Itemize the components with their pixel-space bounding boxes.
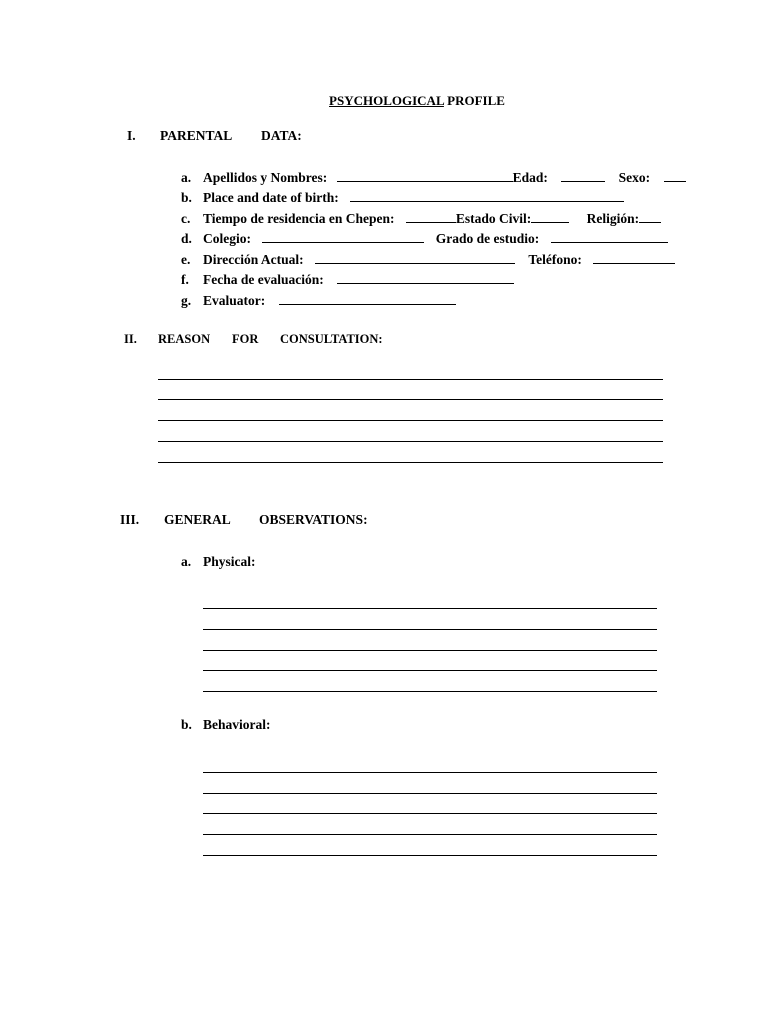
- field-label: Estado Civil:: [455, 211, 532, 226]
- sex-blank[interactable]: [664, 168, 686, 182]
- section-reason-word-2: FOR: [232, 332, 259, 346]
- item-letter: g.: [181, 293, 192, 308]
- behavioral-answer-line[interactable]: [203, 813, 657, 814]
- eval-date-blank[interactable]: [337, 270, 514, 284]
- item-letter: a.: [181, 554, 192, 569]
- title-rest-word: PROFILE: [447, 93, 505, 108]
- section-parental-word-2: DATA:: [261, 128, 302, 143]
- section-reason-word-3: CONSULTATION:: [280, 332, 383, 346]
- physical-answer-line[interactable]: [203, 691, 657, 692]
- residence-blank[interactable]: [406, 209, 456, 223]
- reason-answer-line[interactable]: [158, 441, 663, 442]
- reason-answer-line[interactable]: [158, 379, 663, 380]
- field-row-residence: [181, 209, 661, 229]
- field-label: Edad:: [512, 170, 548, 185]
- page-title: [0, 93, 768, 109]
- section-parental-heading: [127, 128, 136, 144]
- civil-status-blank[interactable]: [531, 209, 569, 223]
- field-label: Apellidos y Nombres:: [203, 170, 328, 185]
- field-label: Evaluator:: [203, 293, 266, 308]
- behavioral-answer-line[interactable]: [203, 834, 657, 835]
- section-general-word-1: GENERAL: [164, 512, 231, 527]
- field-label: Fecha de evaluación:: [203, 272, 324, 287]
- physical-answer-line[interactable]: [203, 629, 657, 630]
- physical-answer-line[interactable]: [203, 608, 657, 609]
- item-letter: a.: [181, 170, 192, 185]
- reason-answer-line[interactable]: [158, 462, 663, 463]
- field-label: Place and date of birth:: [203, 190, 339, 205]
- section-reason-word-1: REASON: [158, 332, 211, 346]
- behavioral-label: Behavioral:: [203, 717, 271, 732]
- item-letter: d.: [181, 231, 192, 246]
- birth-blank[interactable]: [350, 188, 624, 202]
- age-blank[interactable]: [561, 168, 605, 182]
- field-label: Sexo:: [618, 170, 651, 185]
- physical-subheading: [181, 552, 256, 572]
- field-row-address: [181, 250, 675, 270]
- section-general-word-2: OBSERVATIONS:: [259, 512, 368, 527]
- religion-blank[interactable]: [639, 209, 661, 223]
- field-label: Religión:: [586, 211, 640, 226]
- school-blank[interactable]: [262, 229, 424, 243]
- reason-answer-line[interactable]: [158, 399, 663, 400]
- behavioral-subheading: [181, 715, 271, 735]
- title-underlined-word: PSYCHOLOGICAL: [329, 93, 444, 108]
- behavioral-answer-line[interactable]: [203, 772, 657, 773]
- name-blank[interactable]: [337, 168, 513, 182]
- section-parental-word-1: PARENTAL: [160, 128, 233, 143]
- evaluator-blank[interactable]: [279, 291, 456, 305]
- section-reason-number: II.: [124, 332, 137, 346]
- field-label: Grado de estudio:: [435, 231, 540, 246]
- behavioral-answer-line[interactable]: [203, 855, 657, 856]
- item-letter: f.: [181, 272, 189, 287]
- field-row-school: [181, 229, 668, 249]
- address-blank[interactable]: [315, 250, 515, 264]
- section-number: I.: [127, 128, 136, 143]
- reason-answer-line[interactable]: [158, 420, 663, 421]
- field-row-evaluator: [181, 291, 456, 311]
- field-label: Colegio:: [203, 231, 251, 246]
- item-letter: b.: [181, 717, 192, 732]
- physical-answer-line[interactable]: [203, 670, 657, 671]
- phone-blank[interactable]: [593, 250, 675, 264]
- field-row-name: [181, 168, 686, 188]
- section-general-number: III.: [120, 512, 140, 527]
- physical-answer-line[interactable]: [203, 650, 657, 651]
- field-label: Teléfono:: [528, 252, 582, 267]
- item-letter: c.: [181, 211, 191, 226]
- field-row-eval-date: [181, 270, 514, 290]
- item-letter: e.: [181, 252, 191, 267]
- field-label: Tiempo de residencia en Chepen:: [203, 211, 395, 226]
- item-letter: b.: [181, 190, 192, 205]
- behavioral-answer-line[interactable]: [203, 793, 657, 794]
- field-row-birth: [181, 188, 624, 208]
- physical-label: Physical:: [203, 554, 256, 569]
- grade-blank[interactable]: [551, 229, 668, 243]
- field-label: Dirección Actual:: [203, 252, 304, 267]
